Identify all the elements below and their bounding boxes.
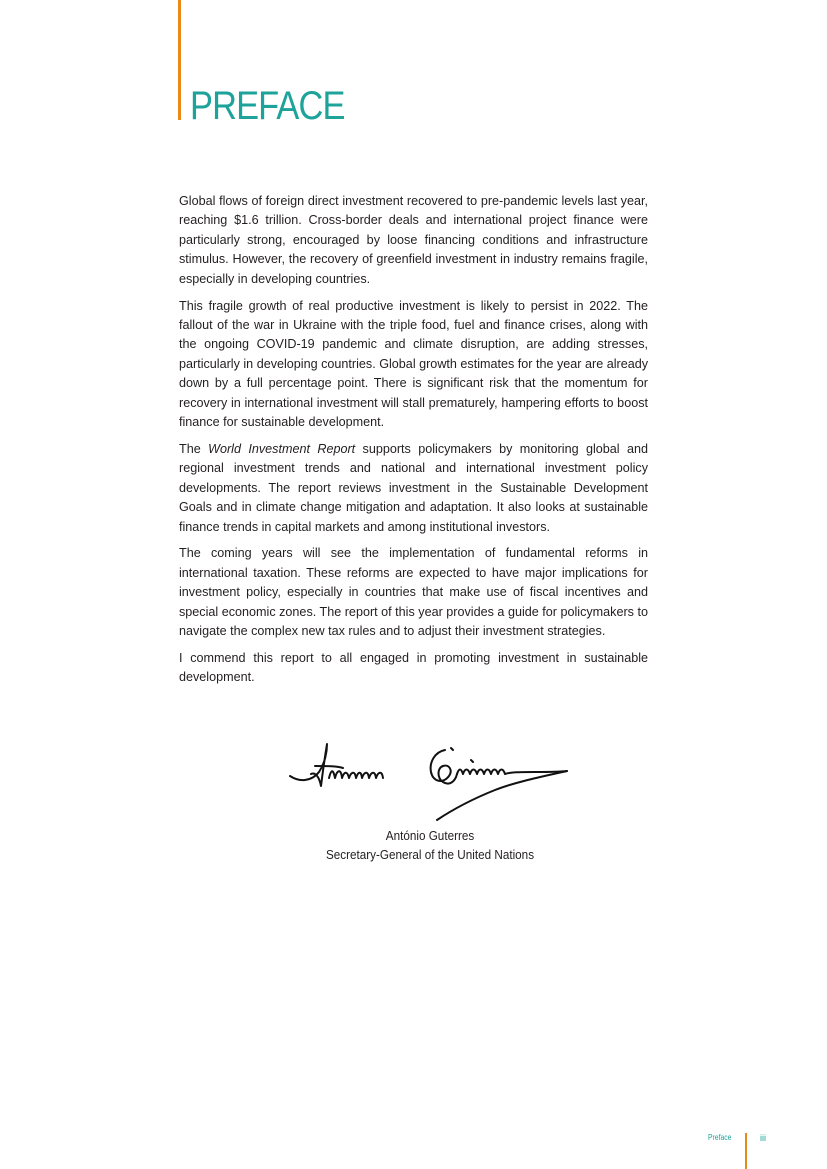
paragraph-4-text: The coming years will see the implementation of fundamental reforms in international taxation. These reforms are expected to have major implications for investment policy, especially in countries that make use of fiscal incentives and special economic zones. The report of this year provides a guide for policymakers to navigate the complex new tax rules and to adjust their investment strategies. xyxy=(179,546,648,639)
signatory-position: Secretary-General of the United Nations xyxy=(325,847,535,862)
report-title-italic: World Investment Report xyxy=(208,441,356,456)
paragraph-2 xyxy=(179,297,648,433)
page-number: iii xyxy=(760,1133,766,1143)
paragraph-4 xyxy=(179,544,648,641)
footer-section-label: Preface xyxy=(708,1133,732,1142)
header-accent-bar xyxy=(178,0,181,120)
paragraph-3 xyxy=(179,440,648,537)
paragraph-5 xyxy=(179,649,648,688)
paragraph-3-text-end: supports policymakers by monitoring global and regional investment trends and national and international investment policy developments. The report reviews investment in the Sustainable Development Goals and in climate change mitigation and adaptation. It also looks at sustainable finance trends in capital markets and among institutional investors. xyxy=(179,441,648,534)
signature-block xyxy=(223,826,637,864)
footer-accent-bar xyxy=(745,1133,747,1169)
page-title: PREFACE xyxy=(190,84,345,128)
preface-body xyxy=(179,192,648,695)
paragraph-1-text: Global flows of foreign direct investment recovered to pre-pandemic levels last year, reaching $1.6 trillion. Cross-border deals and international project finance were particularly strong, encouraged by loose financing conditions and infrastructure stimulus. However, the recovery of greenfield investment in industry remains fragile, especially in developing countries. xyxy=(179,194,648,286)
signatory-name: António Guterres xyxy=(385,828,475,843)
paragraph-5-text: I commend this report to all engaged in promoting investment in sustainable development. xyxy=(179,650,648,685)
paragraph-2-text: This fragile growth of real productive investment is likely to persist in 2022. The fallout of the war in Ukraine with the triple food, fuel and finance crises, along with the ongoing COVID-19 pandemic and climate disruption, are adding stresses, particularly in developing countries. Global growth estimates for the year are already down by a full percentage point. There is significant risk that the momentum for recovery in international investment will stall prematurely, hampering efforts to boost finance for sustainable development. xyxy=(179,298,649,429)
handwritten-signature xyxy=(285,738,575,826)
paragraph-3-text-start: The xyxy=(179,441,209,456)
paragraph-1 xyxy=(179,192,648,289)
